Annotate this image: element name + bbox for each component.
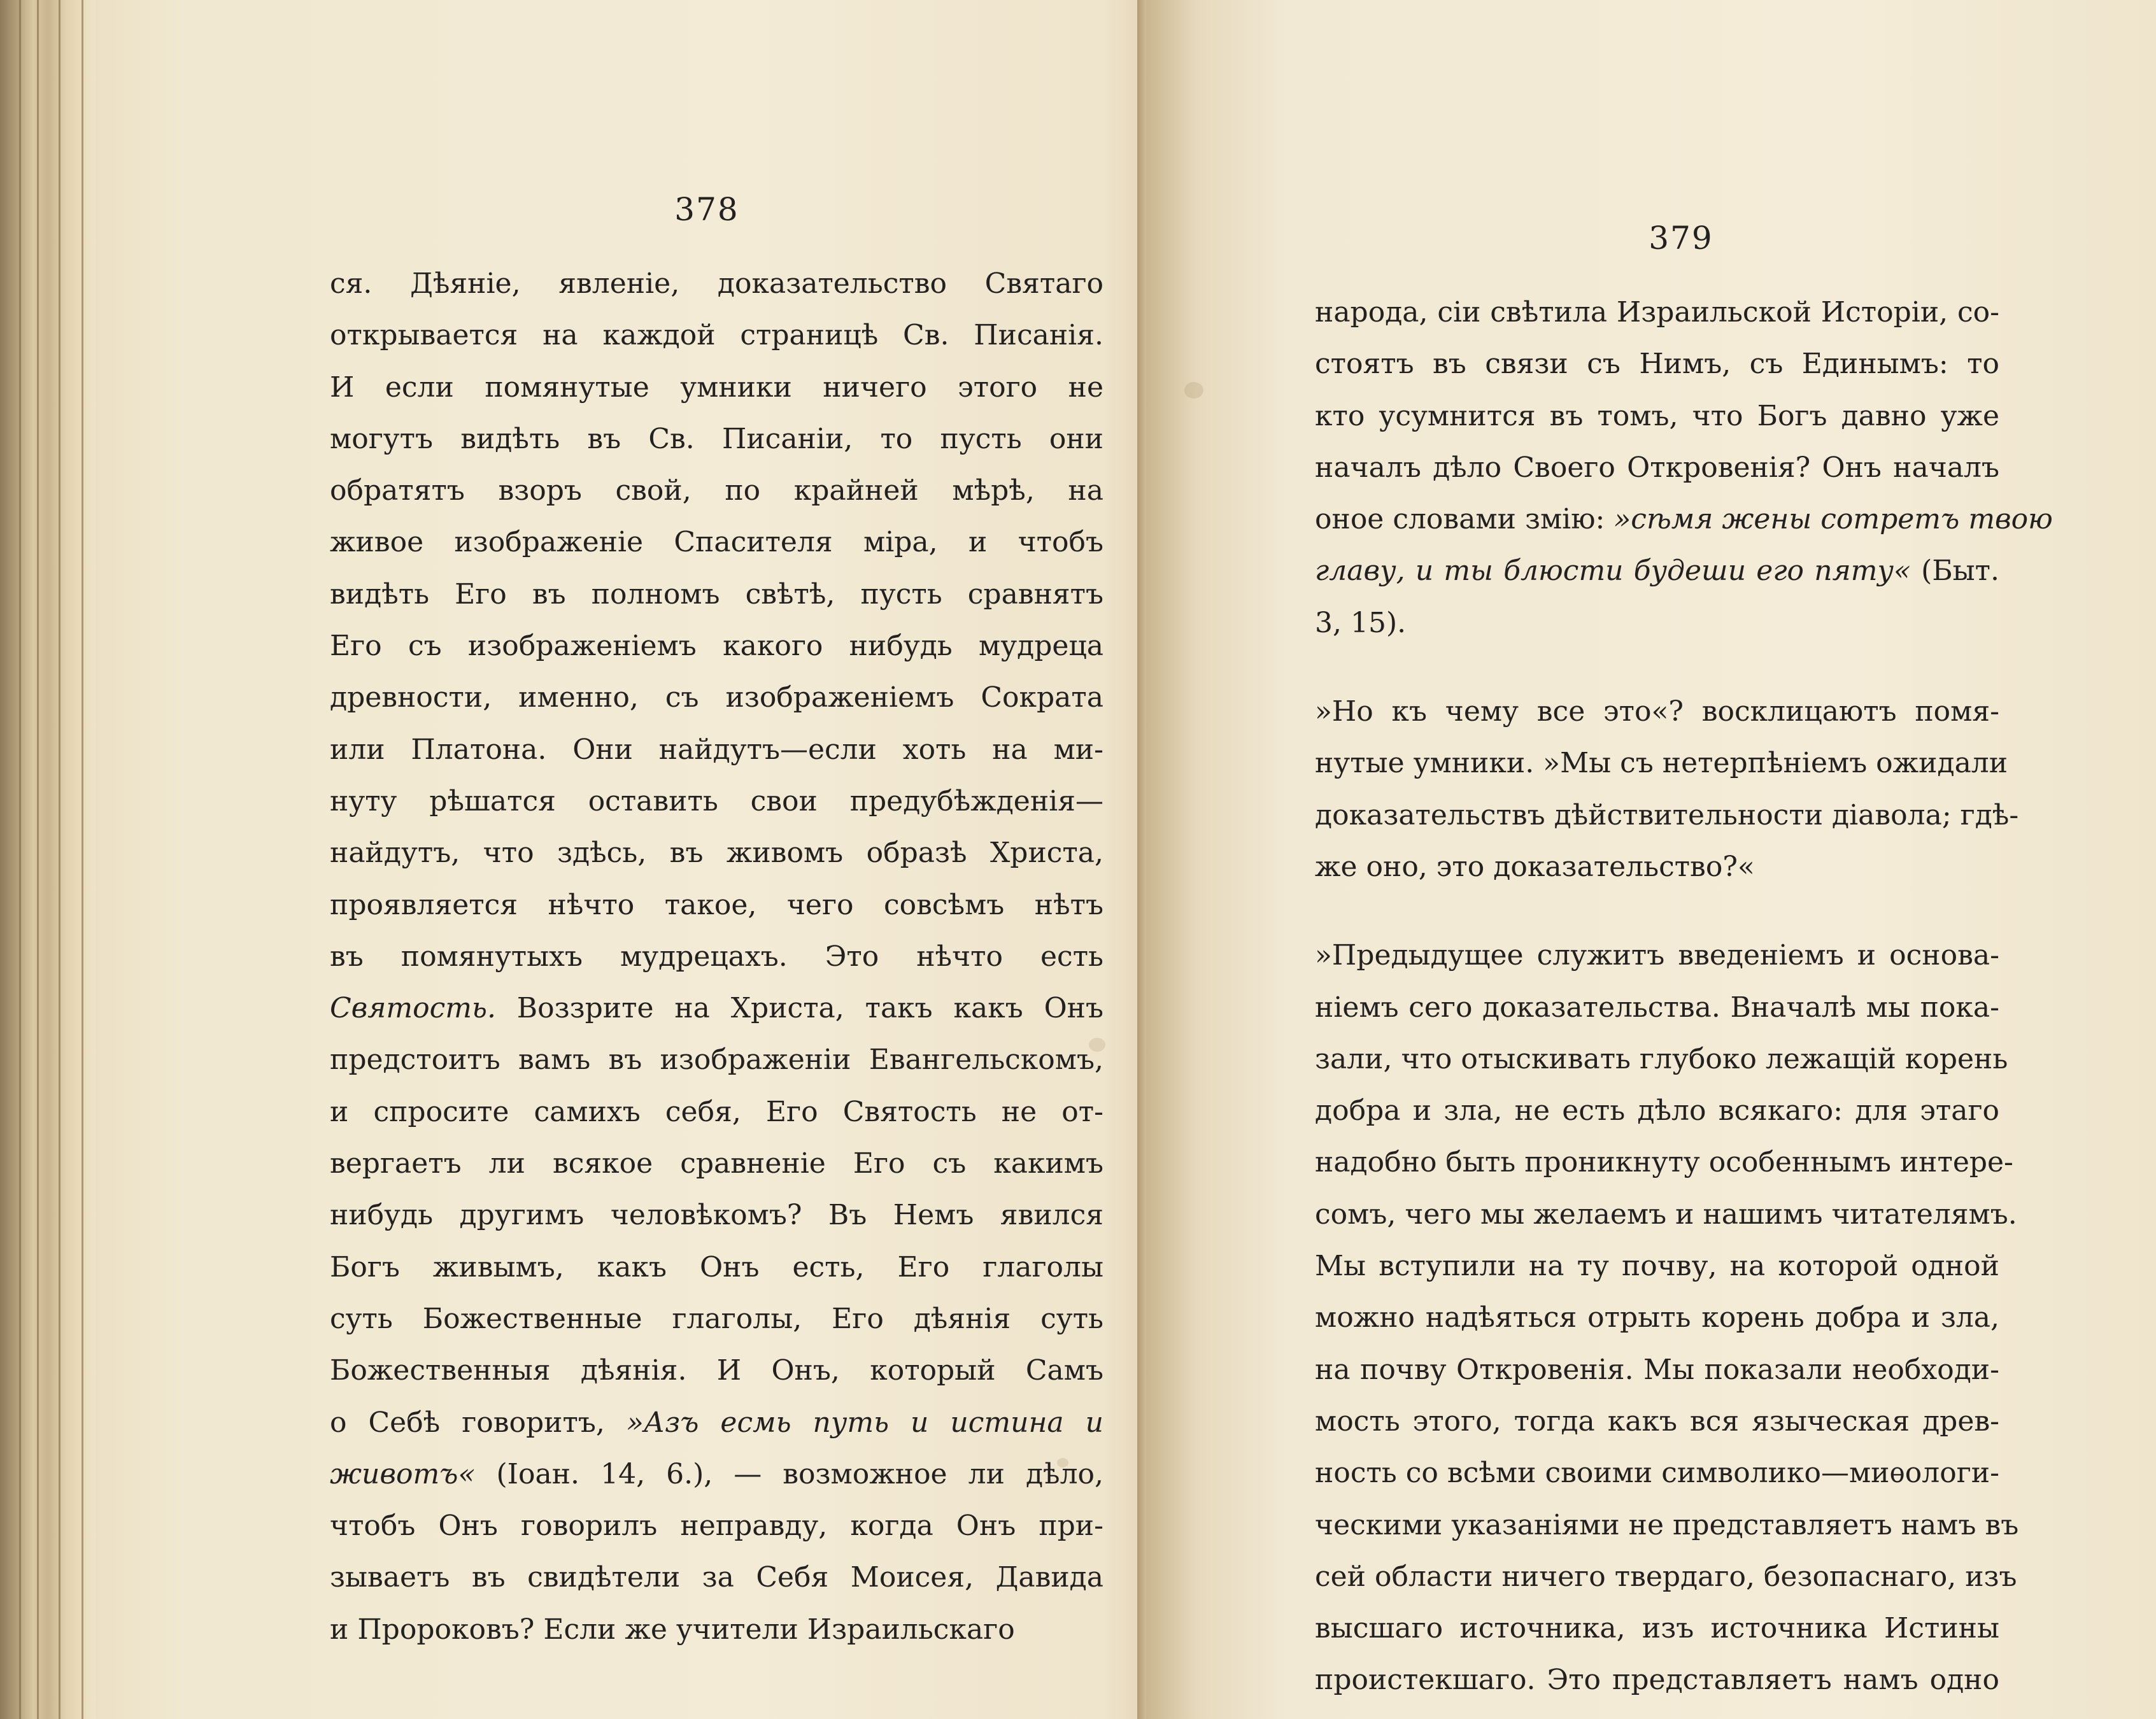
text-line: кто усумнится въ томъ, что Богъ давно уже [1315,399,1999,432]
text-line: началъ дѣло Своего Откровенія? Онъ началъ [1315,451,1999,484]
text-line: сомъ, чего мы желаемъ и нашимъ читателямъ. [1315,1198,2017,1231]
quotation-italic: »Азъ есмь путь и истина и [626,1406,1103,1439]
page-number-left: 378 [674,191,739,228]
text-line: нутые умники. »Мы съ нетерпѣніемъ ожидали [1315,747,2008,780]
text-line: открывается на каждой страницѣ Св. Писанія. [330,319,1103,352]
text-run: Воззрите на Христа, такъ какъ Онъ [495,992,1103,1025]
text-line: же оно, это доказательство?« [1315,850,1755,883]
text-line: надобно быть проникнуту особеннымъ интере- [1315,1146,2013,1179]
text-line [1315,545,1999,597]
quotation-italic: животъ« [330,1457,476,1490]
page-number-right: 379 [1649,220,1713,257]
text-line: или Платона. Они найдутъ—если хоть на ми- [330,733,1103,766]
text-line: Богъ живымъ, какъ Онъ есть, Его глаголы [330,1250,1103,1284]
text-line: живое изображеніе Спасителя міра, и чтобъ [330,526,1103,559]
text-line: ніемъ сего доказательства. Вначалѣ мы пока- [1315,991,1999,1024]
text-line: стоятъ въ связи съ Нимъ, съ Единымъ: то [1315,348,1999,381]
text-line: вергаетъ ли всякое сравненіе Его съ какимъ [330,1147,1103,1180]
text-line: сей области ничего твердаго, безопаснаго, изъ [1315,1560,2017,1593]
text-line: доказательствъ дѣйствительности діавола; гдѣ- [1315,798,2019,831]
text-line: нибудь другимъ человѣкомъ? Въ Немъ явился [330,1199,1103,1232]
text-line: Мы вступили на ту почву, на которой одной [1315,1250,1999,1283]
text-line: Его съ изображеніемъ какого нибудь мудреца [330,630,1103,663]
text-run: (Быт. [1910,555,1999,588]
text-line [330,982,1103,1034]
text-line: видѣть Его въ полномъ свѣтѣ, пусть сравнятъ [330,577,1103,611]
text-line: зываетъ въ свидѣтели за Себя Моисея, Давида [330,1561,1103,1594]
text-line: Божественныя дѣянія. И Онъ, который Самъ [330,1354,1103,1387]
text-run: о Себѣ говоритъ, [330,1406,605,1439]
text-line: суть Божественные глаголы, Его дѣянія суть [330,1302,1103,1335]
text-line: проистекшаго. Это представляетъ намъ одно [1315,1664,1999,1697]
text-line: проявляется нѣчто такое, чего совсѣмъ нѣтъ [330,888,1103,921]
text-line: ность со всѣми своими символико—миѳологи- [1315,1457,1999,1490]
text-line: чтобъ Онъ говорилъ неправду, когда Онъ при- [330,1510,1103,1543]
right-page [1146,0,2156,1719]
text-line: И если помянутые умники ничего этого не [330,371,1103,404]
text-line: нуту рѣшатся оставить свои предубѣжденія— [330,784,1103,817]
text-line: въ помянутыхъ мудрецахъ. Это нѣчто есть [330,940,1103,973]
text-line: предстоитъ вамъ въ изображеніи Евангельскомъ, [330,1043,1103,1077]
text-line: и Пророковъ? Если же учители Израильскаго [330,1613,1015,1646]
text-line: высшаго источника, изъ источника Истины [1315,1612,1999,1645]
text-line: »Предыдущее служитъ введеніемъ и основа- [1315,939,1999,972]
text-line: и спросите самихъ себя, Его Святость не от- [330,1095,1103,1128]
text-line: мость этого, тогда какъ вся языческая древ- [1315,1404,1999,1438]
text-run: оное словами змію: [1315,503,1614,536]
text-line: найдутъ, что здѣсь, въ живомъ образѣ Христа, [330,837,1103,870]
text-line: зали, что отыскивать глубоко лежащій корень [1315,1042,2008,1075]
stacked-page-edges [0,0,96,1719]
left-page-text [330,258,1103,1655]
right-page-text [1315,286,2053,1706]
text-line: можно надѣяться отрыть корень добра и зла, [1315,1301,1999,1334]
text-line: ся. Дѣяніе, явленіе, доказательство Святаго [330,267,1103,300]
text-line: обратятъ взоръ свой, по крайней мѣрѣ, на [330,474,1103,507]
text-line [330,1448,1103,1500]
text-line: могутъ видѣть въ Св. Писаніи, то пусть они [330,422,1103,455]
left-page [96,0,1192,1719]
quotation-italic: главу, и ты блюсти будеши его пяту« [1315,555,1911,588]
text-line: »Но къ чему все это«? восклицаютъ помя- [1315,695,1999,728]
text-line [1315,493,2053,545]
text-line: народа, сіи свѣтила Израильской Исторіи, со- [1315,296,1999,329]
text-line: древности, именно, съ изображеніемъ Сократа [330,681,1103,714]
text-line: 3, 15). [1315,606,1407,639]
text-line: ческими указаніями не представляетъ намъ въ [1315,1508,2019,1541]
text-run: (Іоан. 14, 6.), — возможное ли дѣло, [475,1457,1103,1490]
quotation-italic: »сѣмя жены сотретъ твою [1613,503,2053,536]
text-line [330,1397,1103,1448]
text-line: добра и зла, не есть дѣло всякаго: для этаго [1315,1094,1999,1128]
italic-word: Святость. [330,992,496,1025]
text-line: на почву Откровенія. Мы показали необходи- [1315,1353,1999,1386]
